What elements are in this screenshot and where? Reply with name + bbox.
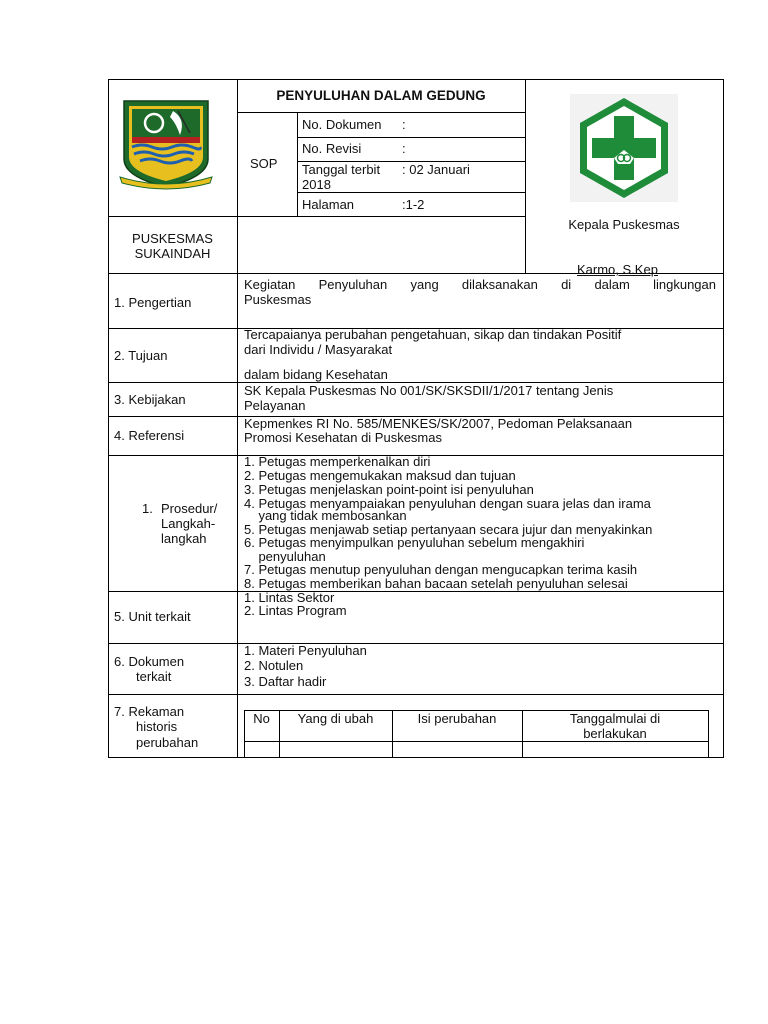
pengertian-label: 1. Pengertian (114, 295, 192, 310)
head-title: Kepala Puskesmas (568, 217, 680, 232)
referensi-label: 4. Referensi (114, 428, 185, 443)
prosedur-step: yang tidak membosankan (244, 508, 407, 523)
dokumen-terkait-item: 1. Materi Penyuluhan (244, 643, 367, 658)
tujuan-line2: dari Individu / Masyarakat (244, 342, 393, 357)
history-header-changed: Yang di ubah (297, 711, 374, 726)
frame-left-border (108, 79, 109, 758)
divider-dokumen (108, 694, 724, 695)
frame-right-border (723, 79, 724, 758)
history-header-date-line1: Tanggalmulai di (569, 711, 661, 726)
sop-label: SOP (250, 156, 278, 171)
divider-col1 (237, 79, 238, 758)
prosedur-step: 6. Petugas menyimpulkan penyuluhan sebelum mengakhiri (244, 535, 585, 550)
rekaman-label-line3: perubahan (136, 735, 199, 750)
divider-sop-col (297, 112, 298, 216)
prosedur-step: 4. Petugas menyampaiakan penyuluhan dengan suara jelas dan irama (244, 496, 651, 511)
prosedur-step: 8. Petugas memberikan bahan bacaan setelah penyuluhan selesai (244, 576, 628, 591)
referensi-line2: Promosi Kesehatan di Puskesmas (244, 430, 442, 445)
prosedur-label-line2: Langkah- (161, 516, 216, 531)
history-table-col4 (708, 710, 709, 758)
document-title: PENYULUHAN DALAM GEDUNG (276, 88, 486, 103)
prosedur-step: 3. Petugas menjelaskan point-point isi penyuluhan (244, 482, 534, 497)
history-header-content: Isi perubahan (417, 711, 497, 726)
history-table-bottom (244, 757, 709, 758)
page-label: Halaman (302, 197, 355, 212)
pengertian-line1: Kegiatan Penyuluhan yang dilaksanakan di dalam lingkungan (244, 277, 716, 292)
tujuan-label: 2. Tujuan (114, 348, 168, 363)
revision-label: No. Revisi (302, 141, 362, 156)
org-name-line1: PUSKESMAS (132, 231, 213, 246)
rekaman-label-line2: historis (136, 719, 178, 734)
org-name-line2: SUKAINDAH (134, 246, 211, 261)
prosedur-step: 1. Petugas memperkenalkan diri (244, 454, 431, 469)
frame-top-border (108, 79, 724, 80)
history-table-mid (244, 741, 709, 742)
kebijakan-line1: SK Kepala Puskesmas No 001/SK/SKSDII/1/2017 tentang Jenis (244, 383, 614, 398)
divider-header-right (525, 79, 526, 273)
history-header-no: No (253, 711, 270, 726)
revision-value: : (402, 141, 406, 156)
issue-date-year: 2018 (302, 177, 331, 192)
divider-header-bottom (108, 216, 525, 217)
kebijakan-line2: Pelayanan (244, 398, 306, 413)
regency-emblem-icon (118, 97, 214, 193)
head-name: Karmo, S.Kep (577, 262, 658, 277)
tujuan-line3: dalam bidang Kesehatan (244, 367, 388, 382)
dokumen-terkait-label-line2: terkait (136, 669, 172, 684)
dokumen-terkait-item: 2. Notulen (244, 658, 304, 673)
divider-prosedur (108, 591, 724, 592)
divider-date-row (297, 192, 525, 193)
prosedur-label-line1: Prosedur/ (161, 501, 218, 516)
issue-date-label: Tanggal terbit (302, 162, 381, 177)
issue-date-value: : 02 Januari (402, 162, 470, 177)
pengertian-line2: Puskesmas (244, 292, 312, 307)
puskesmas-cross-logo-icon (570, 94, 678, 202)
tujuan-line1: Tercapaianya perubahan pengetahuan, sikap dan tindakan Positif (244, 327, 622, 342)
unit-terkait-item: 2. Lintas Program (244, 603, 347, 618)
kebijakan-label: 3. Kebijakan (114, 392, 186, 407)
prosedur-label-line3: langkah (161, 531, 207, 546)
divider-unit (108, 643, 724, 644)
dokumen-terkait-label-line1: 6. Dokumen (114, 654, 185, 669)
referensi-line1: Kepmenkes RI No. 585/MENKES/SK/2007, Pedoman Pelaksanaan (244, 416, 633, 431)
unit-terkait-item: 1. Lintas Sektor (244, 590, 335, 605)
page-value: :1-2 (402, 197, 425, 212)
prosedur-label-number: 1. (142, 501, 153, 516)
prosedur-step: 2. Petugas mengemukakan maksud dan tujuan (244, 468, 516, 483)
prosedur-step: 5. Petugas menjawab setiap pertanyaan secara jujur dan menyakinkan (244, 522, 653, 537)
divider-doc-row (297, 137, 525, 138)
dokumen-terkait-item: 3. Daftar hadir (244, 674, 327, 689)
doc-number-value: : (402, 117, 406, 132)
divider-under-title (237, 112, 525, 113)
prosedur-step: 7. Petugas menutup penyuluhan dengan mengucapkan terima kasih (244, 562, 638, 577)
doc-number-label: No. Dokumen (302, 117, 382, 132)
history-header-date-line2: berlakukan (583, 726, 647, 741)
unit-terkait-label: 5. Unit terkait (114, 609, 191, 624)
prosedur-step: penyuluhan (244, 549, 326, 564)
rekaman-label-line1: 7. Rekaman (114, 704, 185, 719)
